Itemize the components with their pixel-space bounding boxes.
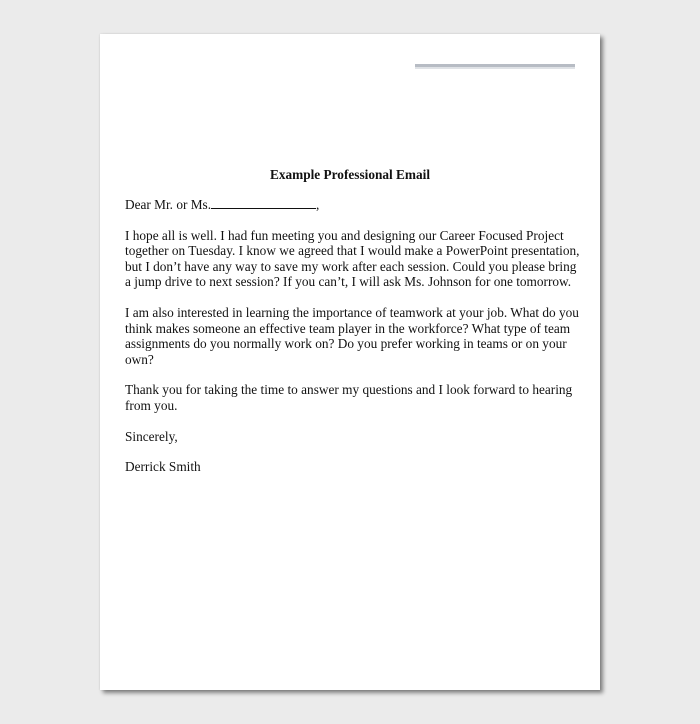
document-title-text: Example Professional Email [269,167,431,182]
salutation-suffix: , [316,197,320,212]
letter-body [125,196,585,490]
name-blank-line [211,196,316,209]
salutation-prefix: Dear Mr. or Ms. [125,197,212,212]
header-rule [415,64,575,69]
document-page [100,34,600,690]
closing: Sincerely, [125,428,178,444]
paragraph-3: Thank you for taking the time to answer my questions and I look forward to hearing from you. [125,382,573,413]
paragraph-2: I am also interested in learning the importance of teamwork at your job. What do you think makes someone an effective team player in the workforce? What type of team assignments do you normally work on? Do you prefer working in teams or on your own? [125,304,579,367]
salutation [125,196,585,213]
document-title [100,167,600,183]
paragraph-1: I hope all is well. I had fun meeting you and designing our Career Focused Project together on Tuesday. I know we agreed that I would make a PowerPoint presentation, but I don’t have any way to save my work after each session. Could you please bring a jump drive to next session? If you can’t, I will ask Ms. Johnson for one tomorrow. [125,227,580,290]
signature: Derrick Smith [125,459,201,475]
